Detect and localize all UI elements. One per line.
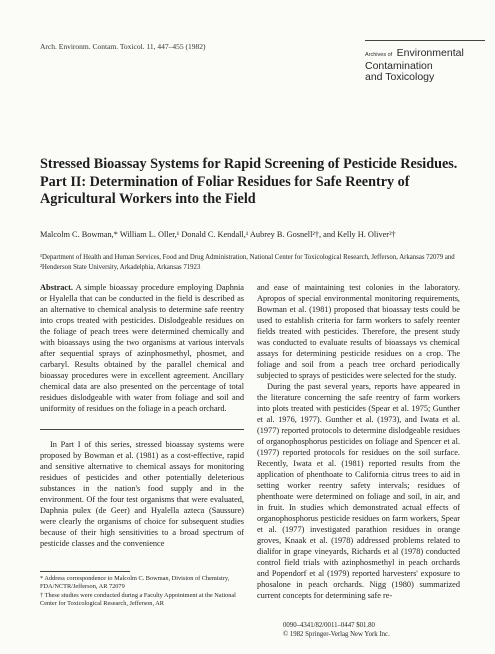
journal-name-line-2: Contamination — [365, 60, 433, 72]
affiliations: ¹Department of Health and Human Services, Food and Drug Administration, National Center for Toxicological Research, Jefferson, Arkansas 72079 and ²Henderson State University, Arkadelphia, Arkansas 71923 — [40, 254, 455, 271]
issn-line: 0090–4341/82/0011–0447 $01.80 — [283, 622, 375, 629]
copyright-line: © 1982 Springer-Verlag New York Inc. — [283, 631, 390, 638]
footnote-faculty: † These studies were conducted during a Faculty Appointment at the National Center for Toxicological Research, Jefferson, AR — [40, 591, 236, 608]
journal-prefix: Archives of — [365, 52, 393, 58]
journal-name-line-1: Environmental — [396, 47, 464, 59]
abstract-block — [40, 282, 244, 414]
copyright-block — [283, 621, 443, 639]
journal-citation: Arch. Environm. Contam. Toxicol. 11, 447–455 (1982) — [40, 42, 206, 51]
right-body-text — [257, 282, 460, 601]
right-paragraph-2: During the past several years, reports have appeared in the literature concerning the safe reentry of farm workers into plots treated with pesticides (Spear et al. 1975; Gunther et al. 1976, 1977). Gunther et al. (1973), and Iwata et al. (1977) reported protocols to determine dislodgeable residues of organophosphorus pesticides on foliage and Spencer et al. (1977) reported protocols for residues on the soil surface. Recently, Iwata et al. (1981) reported results from the application of phenthoate to California citrus trees to aid in setting worker reentry safety intervals; residues of phenthoate were determined on foliage and soil, in air, and in fruit. In studies which demonstrated actual effects of organophosphorus pesticide residues on farm workers, Spear et al. (1977) investigated parathion residues in orange groves, Knaak et al. (1978) addressed problems related to dialifor in grape vineyards, Richards et al (1978) conducted control field trials with azinphosmethyl in peach orchards and Popendorf et al (1979) reported harvesters' exposure to phosalone in peach orchards. Nigg (1980) summarized current concepts for determining safe re- — [257, 382, 460, 600]
abstract-text: A simple bioassay procedure employing Daphnia or Hyalella that can be conducted in the field is described as an alternative to chemical analysis to determine safe reentry into crops treated with pesticides. Dislodgeable residues on the foliage of peach trees were determined chemically and with bioassays using the two organisms at various intervals after sequential sprays of azinphosmethyl, phosmet, and carbaryl. Results obtained by the parallel chemical and bioassay procedures were in excellent agreement. Ancillary chemical data are also presented on the percentage of total residues dislodgeable with water from foliage and soil and uniformity of residues on the foliage in a peach orchard. — [40, 283, 244, 413]
author-list: Malcolm C. Bowman,* William L. Oller,¹ Donald C. Kendall,¹ Aubrey B. Gosnell²†, and Kelly H. Oliver²† — [40, 230, 396, 239]
abstract-label: Abstract. — [40, 283, 73, 292]
abstract-divider — [40, 429, 244, 430]
left-body-text — [40, 439, 244, 549]
article-title: Stressed Bioassay Systems for Rapid Screening of Pesticide Residues. Part II: Determination of Foliar Residues for Safe Reentry of Agricultural Workers into the Field — [40, 156, 458, 207]
footnote-divider — [40, 571, 130, 572]
footnote-correspondence: * Address correspondence to Malcolm C. Bowman, Division of Chemistry, FDA/NCTR/Jefferson, AR 72079 — [40, 575, 230, 591]
intro-paragraph: In Part I of this series, stressed bioassay systems were proposed by Bowman et al. (1981) as a cost-effective, rapid and sensitive alternative to chemical assays for monitoring residues of pesticides and other potentially deleterious substances in the nation's food supply and in the environment. Of the four test organisms that were evaluated, Daphnia pulex (de Geer) and Hyalella azteca (Saussure) were clearly the organisms of choice for subsequent studies because of their high sensitivities to a broad spectrum of pesticide classes and the convenience — [40, 440, 244, 548]
journal-name-line-3: and Toxicology — [365, 71, 435, 83]
right-paragraph-1: and ease of maintaining test colonies in the laboratory. Apropos of special environmental monitoring requirements, Bowman et al. (1981) proposed that bioassay tests could be used to establish criteria for farm workers to safely reenter fields treated with pesticides. Therefore, the present study was conducted to evaluate results of bioassays vs chemical assays for determining pesticide residues on a crop. The foliage and soil from a peach tree orchard periodically subjected to sprays of pesticides were selected for the study. — [257, 283, 460, 380]
journal-masthead — [365, 40, 485, 83]
footnotes — [40, 575, 244, 609]
